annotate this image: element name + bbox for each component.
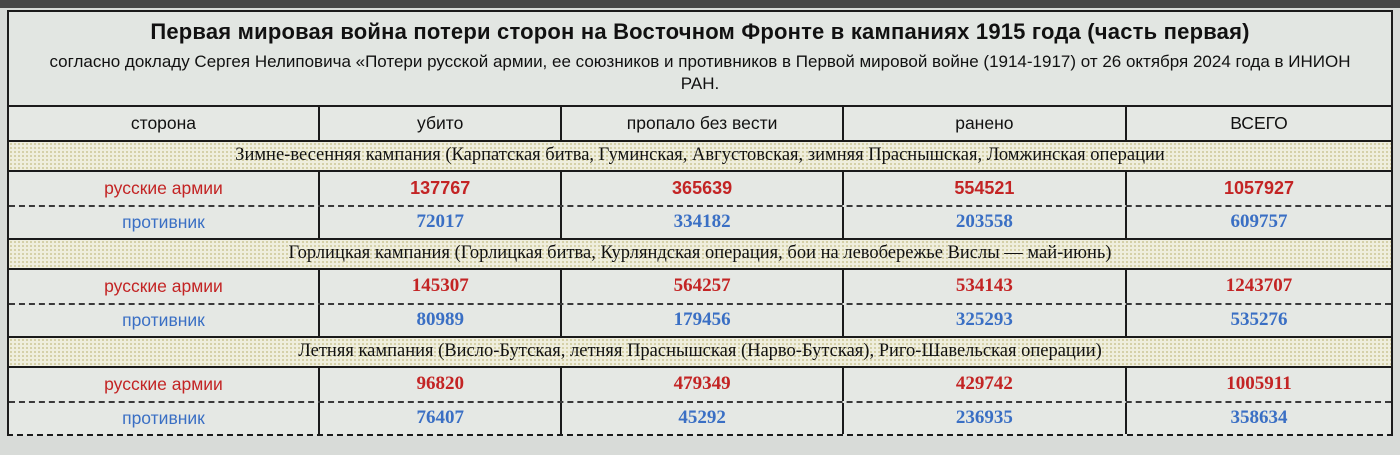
casualty-value: 609757 <box>1230 211 1288 233</box>
casualty-value: 365639 <box>562 172 843 205</box>
page-title: Первая мировая война потери сторон на Восточном Фронте в кампаниях 1915 года (часть первая) <box>150 19 1250 44</box>
casualty-value: 145307 <box>320 270 563 303</box>
campaign-section-title: Летняя кампания (Висло-Бутская, летняя Праснышская (Нарво-Бутская), Риго-Шавельская операции) <box>9 336 1391 368</box>
table-row-russian <box>9 368 1391 401</box>
side-label: противник <box>9 207 320 238</box>
casualty-value: 137767 <box>320 172 563 205</box>
casualty-value: 325293 <box>844 305 1127 336</box>
side-label: русские армии <box>9 368 320 401</box>
casualty-value: 479349 <box>562 368 843 401</box>
casualty-value: 1057927 <box>1223 177 1295 198</box>
casualty-value: 80989 <box>320 305 563 336</box>
table-row-russian <box>9 172 1391 205</box>
casualty-value: 179456 <box>562 305 843 336</box>
campaign-section-0 <box>9 140 1391 238</box>
side-label: русские армии <box>9 270 320 303</box>
casualty-value: 534143 <box>844 270 1127 303</box>
losses-table <box>7 10 1393 436</box>
table-title-block <box>9 12 1391 107</box>
casualty-value: 96820 <box>320 368 563 401</box>
side-label: противник <box>9 403 320 434</box>
casualty-value: 72017 <box>320 207 563 238</box>
table-row-opponent <box>9 401 1391 434</box>
column-header-1: убито <box>320 107 563 140</box>
column-header-2: пропало без вести <box>562 107 843 140</box>
casualty-value: 1005911 <box>1226 373 1292 395</box>
casualty-value: 358634 <box>1230 407 1288 429</box>
campaign-section-1 <box>9 238 1391 336</box>
casualty-value: 203558 <box>844 207 1127 238</box>
casualty-value: 45292 <box>562 403 843 434</box>
casualty-value: 334182 <box>562 207 843 238</box>
campaigns-container <box>9 140 1391 434</box>
column-header-3: ранено <box>844 107 1127 140</box>
casualty-value: 1243707 <box>1225 275 1293 297</box>
casualty-value: 535276 <box>1230 309 1288 331</box>
casualty-value: 76407 <box>320 403 563 434</box>
window-top-strip <box>0 0 1400 8</box>
casualty-value: 554521 <box>844 172 1127 205</box>
column-header-row <box>9 107 1391 140</box>
casualty-value: 236935 <box>844 403 1127 434</box>
column-header-0: сторона <box>9 107 320 140</box>
campaign-section-title: Горлицкая кампания (Горлицкая битва, Курляндская операция, бои на левобережье Вислы — май-июнь) <box>9 238 1391 270</box>
table-row-russian <box>9 270 1391 303</box>
page-subtitle: согласно докладу Сергея Нелиповича «Потери русской армии, ее союзников и противников в Первой мировой войне (1914-1917) от 26 октября 2024 года в ИНИОН РАН. <box>49 52 1351 94</box>
table-row-opponent <box>9 205 1391 238</box>
column-header-4: ВСЕГО <box>1230 112 1288 133</box>
side-label: русские армии <box>9 172 320 205</box>
side-label: противник <box>9 305 320 336</box>
campaign-section-2 <box>9 336 1391 434</box>
table-row-opponent <box>9 303 1391 336</box>
campaign-section-title: Зимне-весенняя кампания (Карпатская битва, Гуминская, Августовская, зимняя Праснышская, Ломжинская операции <box>9 140 1391 172</box>
casualty-value: 429742 <box>844 368 1127 401</box>
casualty-value: 564257 <box>562 270 843 303</box>
